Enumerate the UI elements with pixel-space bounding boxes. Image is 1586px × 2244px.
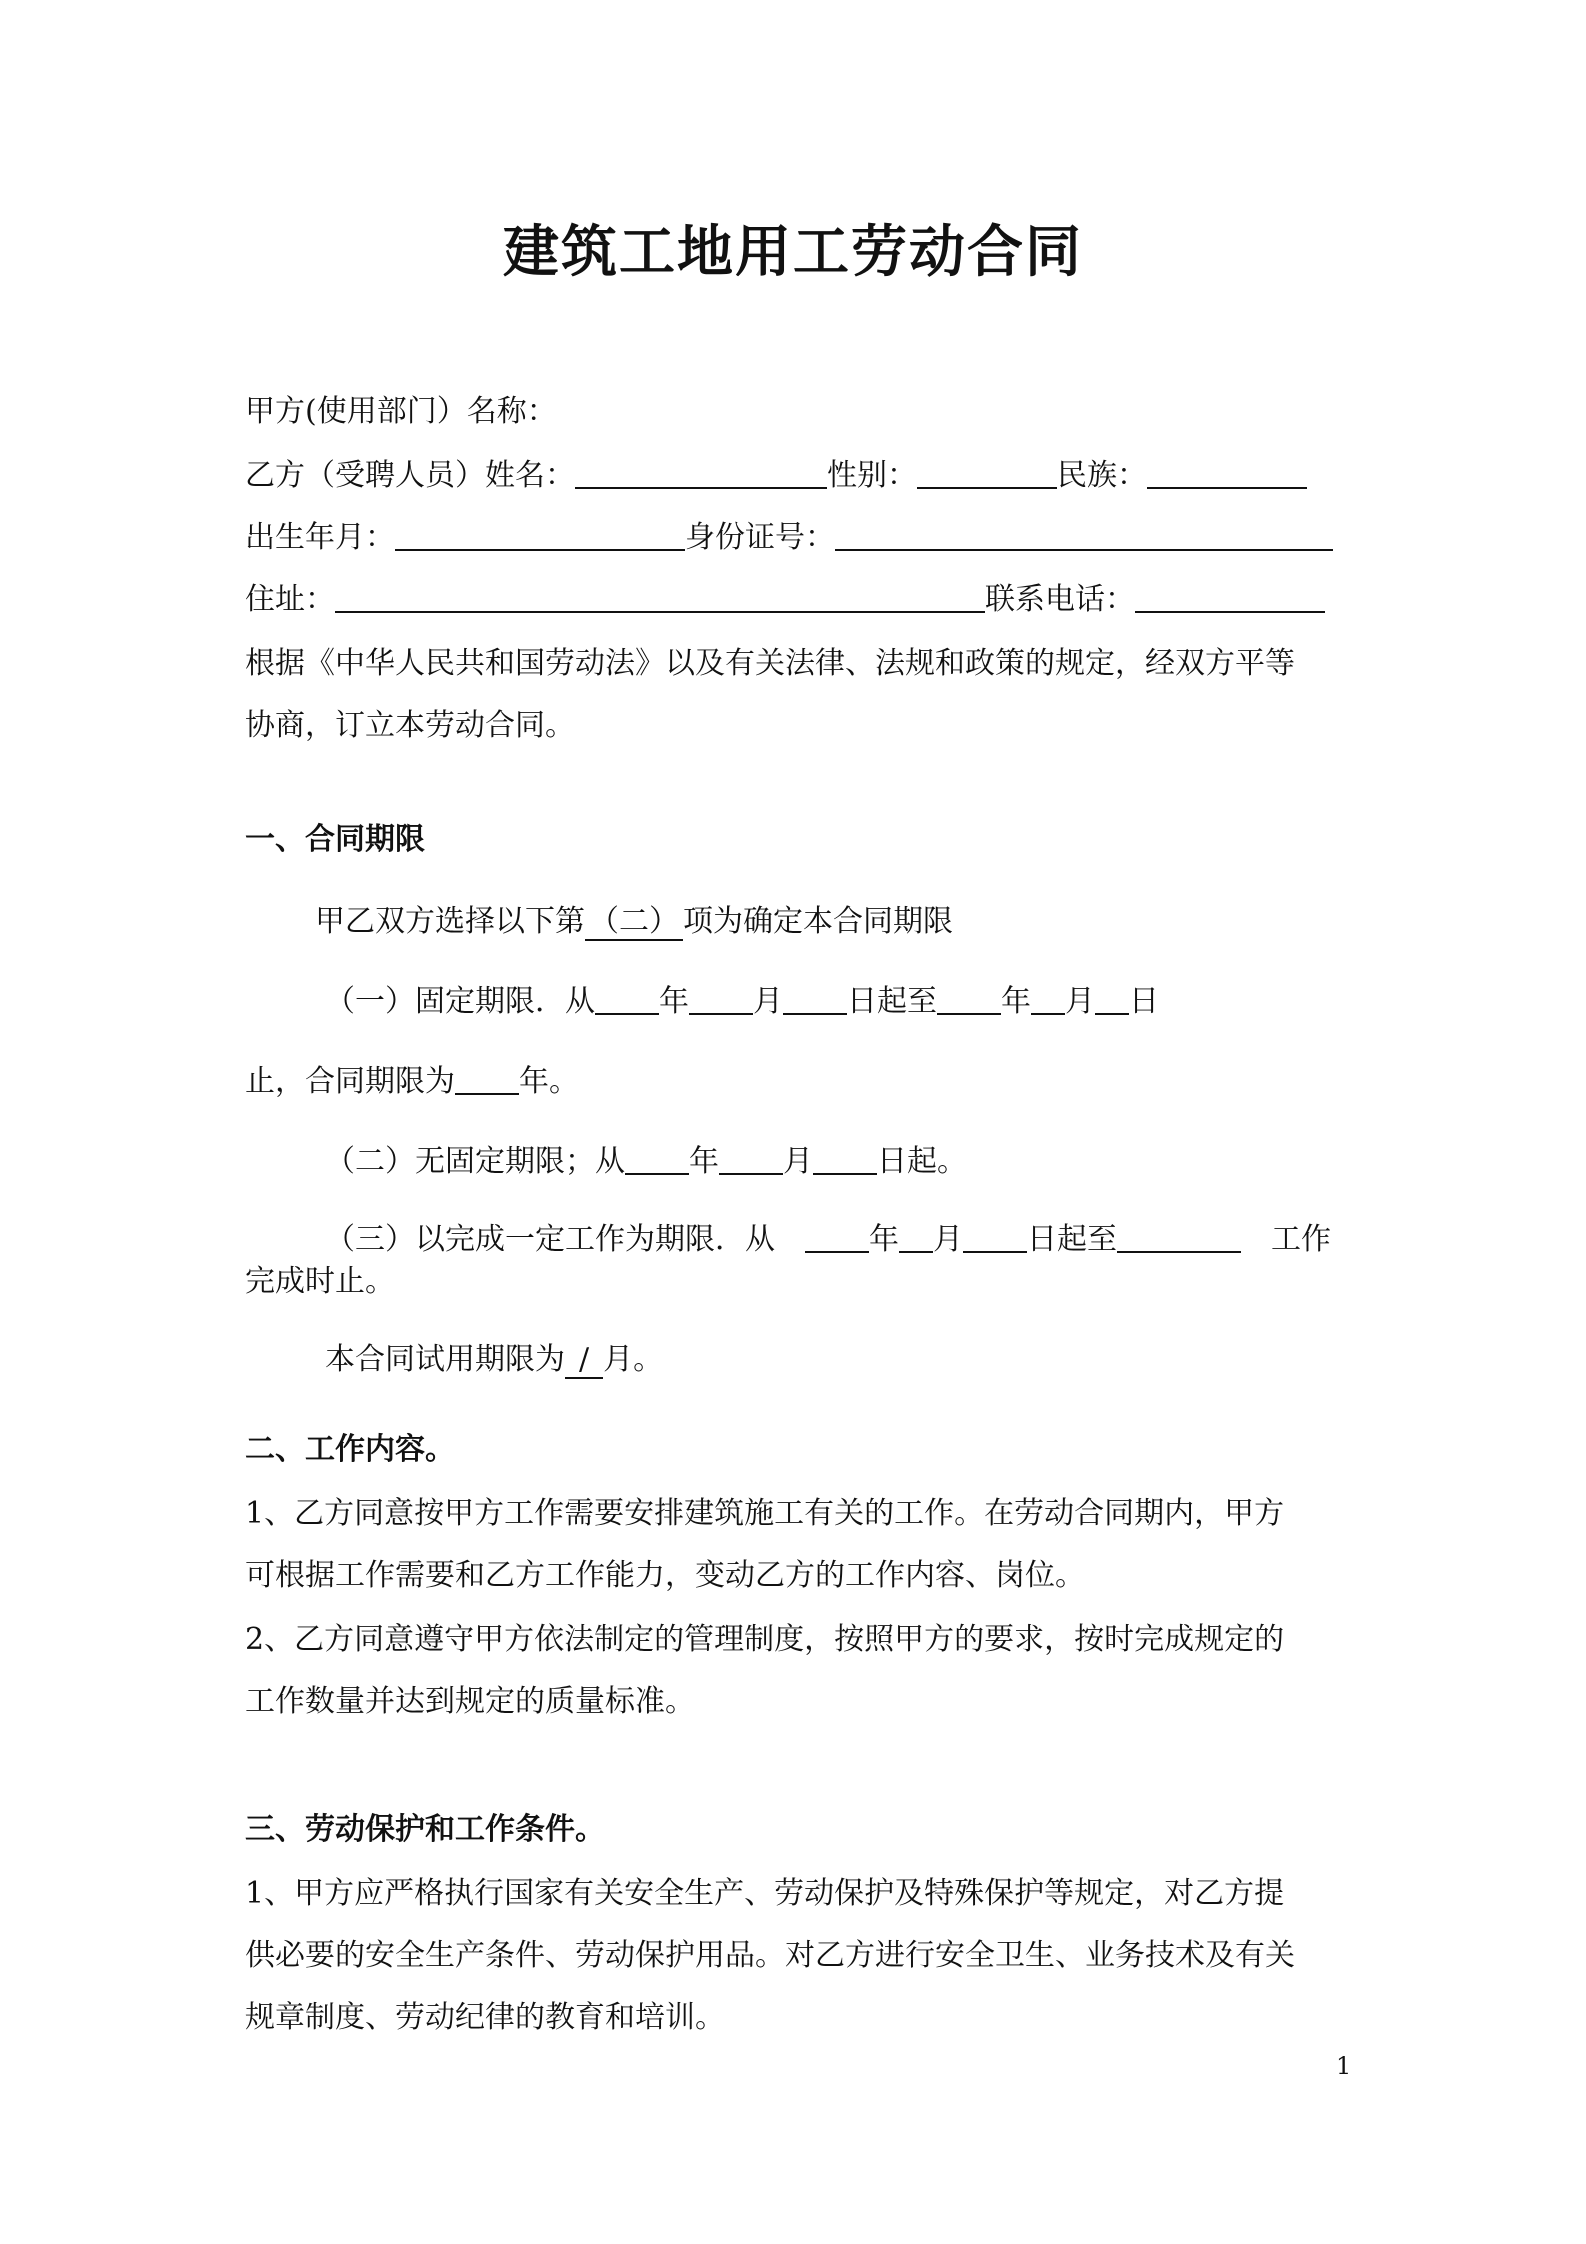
blank[interactable] bbox=[805, 1221, 869, 1253]
work-label: 工作 bbox=[1271, 1222, 1331, 1257]
name-blank[interactable] bbox=[575, 457, 827, 489]
party-a-line bbox=[245, 392, 1350, 432]
section-3-p1-line-3: 规章制度、劳动纪律的教育和培训。 bbox=[245, 2000, 725, 2035]
blank[interactable] bbox=[937, 983, 1001, 1015]
option-1-cont-text: 止，合同期限为 bbox=[245, 1064, 455, 1099]
party-b-name-label: 乙方（受聘人员）姓名： bbox=[245, 458, 575, 493]
option-3-line bbox=[325, 1220, 1430, 1260]
blank[interactable] bbox=[689, 983, 753, 1015]
address-blank[interactable] bbox=[335, 581, 985, 613]
option-2-text: （二）无固定期限；从 bbox=[325, 1144, 625, 1179]
blank[interactable] bbox=[813, 1143, 877, 1175]
day-label: 日起。 bbox=[877, 1144, 967, 1179]
year-label: 年 bbox=[869, 1222, 899, 1257]
section-2-p1-line-2: 可根据工作需要和乙方工作能力，变动乙方的工作内容、岗位。 bbox=[245, 1558, 1085, 1593]
gender-blank[interactable] bbox=[917, 457, 1057, 489]
month-label: 月 bbox=[783, 1144, 813, 1179]
section-3-p1-line-1: 1、甲方应严格执行国家有关安全生产、劳动保护及特殊保护等规定，对乙方提 bbox=[245, 1876, 1285, 1911]
blank[interactable] bbox=[455, 1063, 519, 1095]
year-label: 年 bbox=[689, 1144, 719, 1179]
month-label: 月。 bbox=[603, 1342, 664, 1377]
phone-label: 联系电话： bbox=[985, 582, 1135, 617]
term-choice-line bbox=[315, 902, 1420, 942]
section-2-p1-line-1: 1、乙方同意按甲方工作需要安排建筑施工有关的工作。在劳动合同期内，甲方 bbox=[245, 1496, 1285, 1531]
blank[interactable] bbox=[595, 983, 659, 1015]
option-2-line bbox=[325, 1142, 1430, 1182]
document-title: 建筑工地用工劳动合同 bbox=[503, 219, 1083, 285]
section-3-p1-line-2: 供必要的安全生产条件、劳动保护用品。对乙方进行安全卫生、业务技术及有关 bbox=[245, 1938, 1295, 1973]
address-phone-line bbox=[245, 580, 1350, 620]
probation-value[interactable]: / bbox=[565, 1342, 603, 1379]
month-label: 月 bbox=[933, 1222, 963, 1257]
option-3-continued: 完成时止。 bbox=[245, 1264, 395, 1299]
blank[interactable] bbox=[625, 1143, 689, 1175]
party-a-label: 甲方(使用部门）名称： bbox=[245, 394, 557, 429]
birth-id-line bbox=[245, 518, 1350, 558]
blank[interactable] bbox=[719, 1143, 783, 1175]
section-1-heading: 一、合同期限 bbox=[245, 822, 425, 857]
phone-blank[interactable] bbox=[1135, 581, 1325, 613]
section-3-heading: 三、劳动保护和工作条件。 bbox=[245, 1812, 605, 1847]
section-2-p2-line-1: 2、乙方同意遵守甲方依法制定的管理制度，按照甲方的要求，按时完成规定的 bbox=[245, 1622, 1285, 1657]
blank[interactable] bbox=[1031, 983, 1065, 1015]
blank[interactable] bbox=[1095, 983, 1129, 1015]
id-number-blank[interactable] bbox=[835, 519, 1333, 551]
until-label: 日起至 bbox=[1027, 1222, 1117, 1257]
preamble-line-1: 根据《中华人民共和国劳动法》以及有关法律、法规和政策的规定，经双方平等 bbox=[245, 646, 1295, 681]
address-label: 住址： bbox=[245, 582, 335, 617]
blank[interactable] bbox=[1117, 1221, 1241, 1253]
year-label: 年 bbox=[1001, 984, 1031, 1019]
option-1-continued bbox=[245, 1062, 1350, 1102]
term-choice-post: 项为确定本合同期限 bbox=[683, 904, 953, 939]
ethnicity-blank[interactable] bbox=[1147, 457, 1307, 489]
blank[interactable] bbox=[963, 1221, 1027, 1253]
gender-label: 性别： bbox=[827, 458, 917, 493]
year-label: 年 bbox=[659, 984, 689, 1019]
month-label: 月 bbox=[753, 984, 783, 1019]
birth-label: 出生年月： bbox=[245, 520, 395, 555]
page-number: 1 bbox=[1336, 2052, 1352, 2080]
id-label: 身份证号： bbox=[685, 520, 835, 555]
birth-blank[interactable] bbox=[395, 519, 685, 551]
section-2-p2-line-2: 工作数量并达到规定的质量标准。 bbox=[245, 1684, 695, 1719]
party-b-line bbox=[245, 456, 1350, 496]
option-3-text: （三）以完成一定工作为期限．从 bbox=[325, 1222, 775, 1257]
year-label: 年。 bbox=[519, 1064, 579, 1099]
section-2-heading: 二、工作内容。 bbox=[245, 1432, 455, 1467]
term-choice-value[interactable]: （二） bbox=[585, 904, 683, 941]
day-label: 日 bbox=[1129, 984, 1159, 1019]
until-label: 日起至 bbox=[847, 984, 937, 1019]
probation-line bbox=[325, 1340, 1430, 1380]
ethnicity-label: 民族： bbox=[1057, 458, 1147, 493]
term-choice-pre: 甲乙双方选择以下第 bbox=[315, 904, 585, 939]
month-label: 月 bbox=[1065, 984, 1095, 1019]
preamble-line-2: 协商，订立本劳动合同。 bbox=[245, 708, 575, 743]
option-1-line bbox=[325, 982, 1430, 1022]
option-1-text: （一）固定期限．从 bbox=[325, 984, 595, 1019]
blank[interactable] bbox=[899, 1221, 933, 1253]
blank[interactable] bbox=[783, 983, 847, 1015]
probation-text: 本合同试用期限为 bbox=[325, 1342, 565, 1377]
